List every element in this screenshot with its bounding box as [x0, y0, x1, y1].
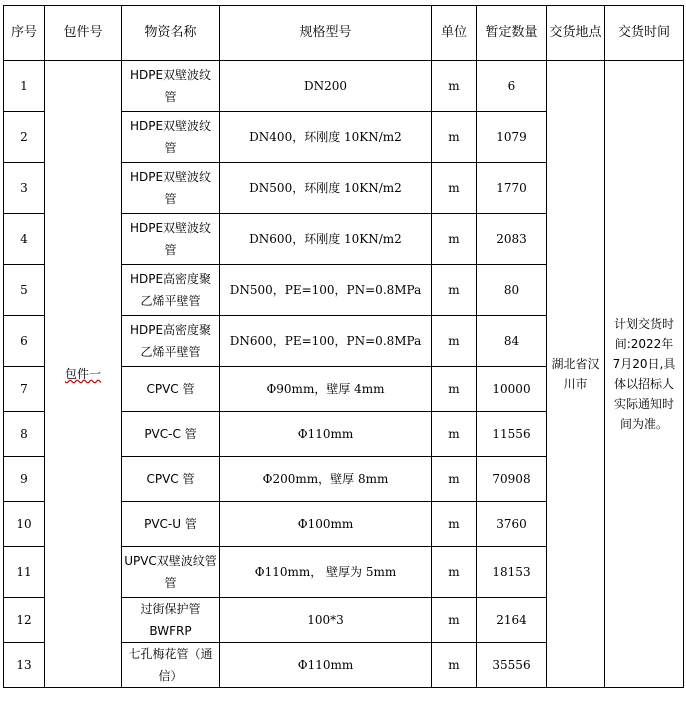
location-value: 湖北省汉川市	[551, 357, 600, 391]
row-number: 9	[4, 457, 45, 502]
header-qty: 暂定数量	[477, 6, 547, 61]
unit-cell: m	[432, 163, 477, 214]
material-name: PVC-U 管	[122, 502, 220, 547]
material-name: HDPE高密度聚乙烯平壁管	[122, 265, 220, 316]
unit-cell: m	[432, 214, 477, 265]
unit-cell: m	[432, 61, 477, 112]
package-cell	[45, 61, 122, 688]
spec-cell: Φ90mm，壁厚 4mm	[220, 367, 432, 412]
header-row	[4, 6, 684, 61]
row-number: 3	[4, 163, 45, 214]
qty-cell: 3760	[477, 502, 547, 547]
header-time: 交货时间	[605, 6, 684, 61]
qty-cell: 18153	[477, 547, 547, 598]
spec-cell: DN500，环刚度 10KN/m2	[220, 163, 432, 214]
header-unit: 单位	[432, 6, 477, 61]
unit-cell: m	[432, 316, 477, 367]
unit-cell: m	[432, 367, 477, 412]
header-spec: 规格型号	[220, 6, 432, 61]
row-number: 12	[4, 598, 45, 643]
qty-cell: 2083	[477, 214, 547, 265]
header-material: 物资名称	[122, 6, 220, 61]
spec-cell: DN500，PE=100，PN=0.8MPa	[220, 265, 432, 316]
spec-cell: Φ200mm，壁厚 8mm	[220, 457, 432, 502]
row-number: 4	[4, 214, 45, 265]
time-value: 计划交货时间:2022年7月20日,具体以招标人实际通知时间为准。	[612, 317, 676, 431]
row-number: 5	[4, 265, 45, 316]
qty-cell: 70908	[477, 457, 547, 502]
qty-cell: 10000	[477, 367, 547, 412]
spec-cell: Φ110mm， 壁厚为 5mm	[220, 547, 432, 598]
material-name: 七孔梅花管（通信）	[122, 643, 220, 688]
row-number: 6	[4, 316, 45, 367]
qty-cell: 35556	[477, 643, 547, 688]
spec-cell: Φ110mm	[220, 412, 432, 457]
material-name: CPVC 管	[122, 457, 220, 502]
material-name: 过街保护管BWFRP	[122, 598, 220, 643]
qty-cell: 6	[477, 61, 547, 112]
header-package: 包件号	[45, 6, 122, 61]
spec-cell: Φ100mm	[220, 502, 432, 547]
material-name: HDPE双壁波纹管	[122, 214, 220, 265]
unit-cell: m	[432, 112, 477, 163]
qty-cell: 84	[477, 316, 547, 367]
material-name: HDPE双壁波纹管	[122, 61, 220, 112]
table-row	[4, 61, 684, 112]
header-location: 交货地点	[547, 6, 605, 61]
row-number: 2	[4, 112, 45, 163]
spec-cell: DN200	[220, 61, 432, 112]
header-seq: 序号	[4, 6, 45, 61]
qty-cell: 1770	[477, 163, 547, 214]
material-name: HDPE双壁波纹管	[122, 112, 220, 163]
qty-cell: 2164	[477, 598, 547, 643]
row-number: 7	[4, 367, 45, 412]
spec-cell: Φ110mm	[220, 643, 432, 688]
qty-cell: 1079	[477, 112, 547, 163]
material-name: PVC-C 管	[122, 412, 220, 457]
material-name: HDPE高密度聚乙烯平壁管	[122, 316, 220, 367]
unit-cell: m	[432, 265, 477, 316]
row-number: 13	[4, 643, 45, 688]
spec-cell: DN600，环刚度 10KN/m2	[220, 214, 432, 265]
material-name: CPVC 管	[122, 367, 220, 412]
row-number: 10	[4, 502, 45, 547]
spec-cell: DN400，环刚度 10KN/m2	[220, 112, 432, 163]
qty-cell: 80	[477, 265, 547, 316]
unit-cell: m	[432, 547, 477, 598]
material-name: UPVC双壁波纹管管	[122, 547, 220, 598]
location-cell	[547, 61, 605, 688]
materials-table	[3, 5, 684, 688]
row-number: 8	[4, 412, 45, 457]
spec-cell: 100*3	[220, 598, 432, 643]
unit-cell: m	[432, 502, 477, 547]
spec-cell: DN600，PE=100，PN=0.8MPa	[220, 316, 432, 367]
time-cell	[605, 61, 684, 688]
package-label: 包件一	[64, 367, 101, 381]
material-name: HDPE双壁波纹管	[122, 163, 220, 214]
unit-cell: m	[432, 643, 477, 688]
qty-cell: 11556	[477, 412, 547, 457]
unit-cell: m	[432, 457, 477, 502]
row-number: 1	[4, 61, 45, 112]
unit-cell: m	[432, 598, 477, 643]
unit-cell: m	[432, 412, 477, 457]
row-number: 11	[4, 547, 45, 598]
